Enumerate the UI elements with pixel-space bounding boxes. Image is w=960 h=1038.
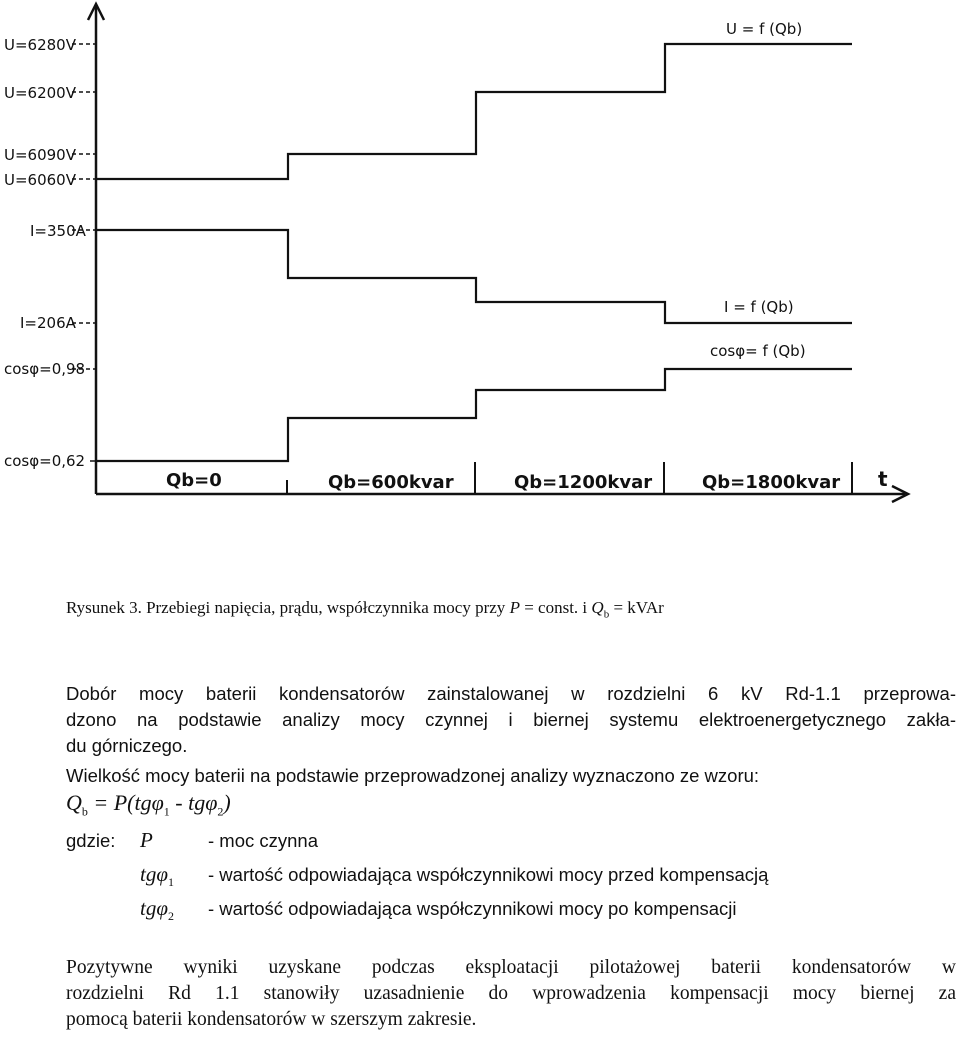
definition-row: gdzie: P - moc czynna bbox=[66, 828, 319, 852]
interval-label: Qb=1800kvar bbox=[702, 472, 841, 493]
paragraph-2: Wielkość mocy baterii na podstawie przeprowadzonej analizy wyznaczono ze wzoru: bbox=[66, 765, 760, 786]
paragraph-line: pomocą baterii kondensatorów w szerszym zakresie. bbox=[66, 1009, 477, 1030]
time-axis-label: t bbox=[878, 467, 888, 491]
definition-symbol: P bbox=[140, 828, 153, 852]
y-label: cosφ=0,62 bbox=[4, 452, 86, 470]
paragraph-line: Pozytywne wyniki uzyskane podczas eksploatacji pilotażowej baterii kondensatorów w bbox=[66, 957, 956, 978]
y-label: U=6090V bbox=[4, 146, 76, 164]
figure-caption: Rysunek 3. Przebiegi napięcia, prądu, współczynnika mocy przy P = const. i $Q_b$ = kVAr bbox=[66, 598, 664, 621]
paragraph-line: Dobór mocy baterii kondensatorów zainstalowanej w rozdzielni 6 kV Rd-1.1 przeprowa- bbox=[66, 683, 956, 704]
interval-label: Qb=1200kvar bbox=[514, 472, 653, 493]
y-label: I=206A bbox=[20, 314, 76, 332]
voltage-curve-label: U = f (Qb) bbox=[726, 20, 803, 38]
y-label: I=350A bbox=[30, 222, 86, 240]
paragraph-1 bbox=[66, 681, 956, 759]
formula: $Q_b = P(tg\varphi_1 - tg\varphi_2)$ bbox=[66, 790, 231, 819]
paragraph-line: du górniczego. bbox=[66, 735, 188, 756]
definition-row: tgφ$_2$ - wartość odpowiadająca współczynnikowi mocy po kompensacji bbox=[140, 896, 737, 924]
definitions bbox=[66, 826, 946, 928]
definition-row: tgφ$_1$ - wartość odpowiadająca współczynnikowi mocy przed kompensacją bbox=[140, 862, 769, 890]
interval-label: Qb=0 bbox=[166, 470, 222, 491]
y-label: U=6200V bbox=[4, 84, 76, 102]
paragraph-3 bbox=[66, 955, 956, 1033]
cos-phi-curve-label: cosφ= f (Qb) bbox=[710, 342, 806, 360]
cos-phi-curve bbox=[96, 369, 852, 461]
definition-symbol: tgφ$_1$ bbox=[140, 862, 174, 890]
paragraph-line: rozdzielni Rd 1.1 stanowiły uzasadnienie do wprowadzenia kompensacji mocy biernej za bbox=[66, 983, 956, 1004]
current-curve-label: I = f (Qb) bbox=[724, 298, 794, 316]
y-label: U=6060V bbox=[4, 171, 76, 189]
definition-symbol: tgφ$_2$ bbox=[140, 896, 174, 924]
paragraph-line: dzono na podstawie analizy mocy czynnej i biernej systemu elektroenergetycznego zakła- bbox=[66, 709, 956, 730]
y-label: cosφ=0,98 bbox=[4, 360, 86, 378]
y-label: U=6280V bbox=[4, 36, 76, 54]
interval-label: Qb=600kvar bbox=[328, 472, 454, 493]
voltage-curve bbox=[96, 44, 852, 179]
